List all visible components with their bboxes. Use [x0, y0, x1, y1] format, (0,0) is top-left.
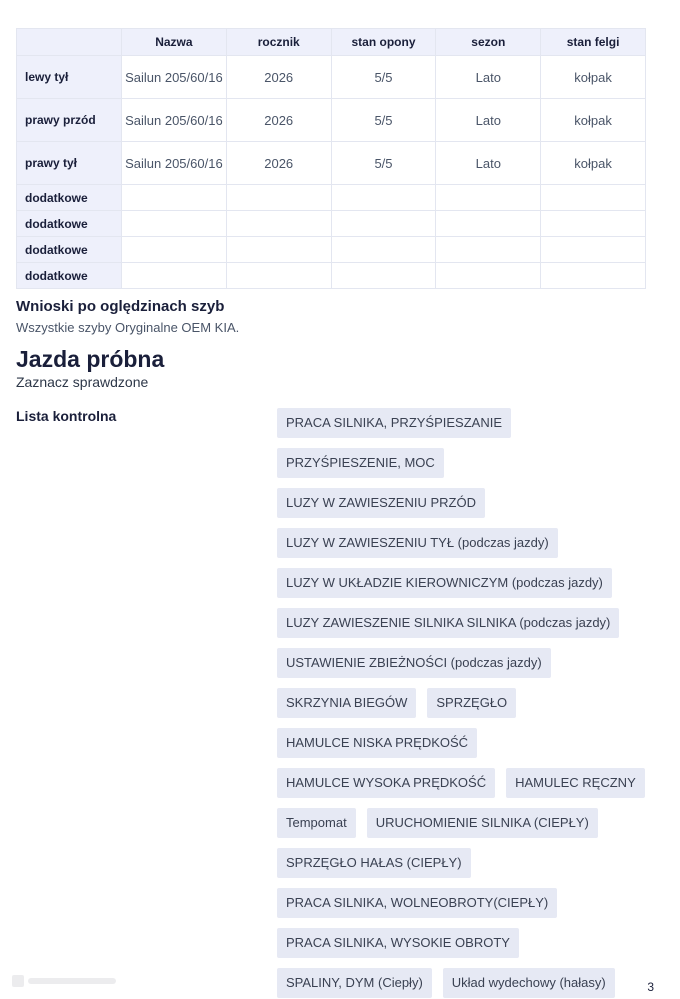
checklist-item[interactable]: PRACA SILNIKA, WYSOKIE OBROTY [277, 928, 519, 958]
tire-condition [331, 237, 436, 263]
header-corner [17, 29, 122, 56]
column-header-condition: stan opony [331, 29, 436, 56]
tire-condition [331, 185, 436, 211]
tire-position: lewy tył [17, 56, 122, 99]
checklist-item[interactable]: LUZY ZAWIESZENIE SILNIKA SILNIKA (podczas jazdy) [277, 608, 619, 638]
tire-name [122, 211, 227, 237]
test-drive-title: Jazda próbna [16, 346, 165, 372]
checklist-item[interactable]: Układ wydechowy (hałasy) [443, 968, 615, 998]
tire-season: Lato [436, 56, 541, 99]
tire-rim: kołpak [541, 142, 646, 185]
checklist-item[interactable]: SPRZĘGŁO [427, 688, 516, 718]
checklist-label: Lista kontrolna [16, 408, 117, 424]
checklist-item[interactable]: USTAWIENIE ZBIEŻNOŚCI (podczas jazdy) [277, 648, 551, 678]
checklist-item[interactable]: PRACA SILNIKA, WOLNEOBROTY(CIEPŁY) [277, 888, 557, 918]
tire-table-header [17, 29, 646, 56]
tire-condition: 5/5 [331, 142, 436, 185]
tire-season [436, 185, 541, 211]
checklist-item[interactable]: SPRZĘGŁO HAŁAS (CIEPŁY) [277, 848, 471, 878]
table-row [17, 99, 646, 142]
tire-position: dodatkowe [17, 185, 122, 211]
tire-name: Sailun 205/60/16 [122, 99, 227, 142]
table-row [17, 142, 646, 185]
checklist-item[interactable]: PRZYŚPIESZENIE, MOC [277, 448, 444, 478]
tire-condition [331, 263, 436, 289]
table-row [17, 237, 646, 263]
tire-year [226, 185, 331, 211]
tire-condition: 5/5 [331, 56, 436, 99]
checklist-item[interactable]: PRACA SILNIKA, PRZYŚPIESZANIE [277, 408, 511, 438]
tire-position: dodatkowe [17, 237, 122, 263]
table-row [17, 185, 646, 211]
checklist-item[interactable]: Tempomat [277, 808, 356, 838]
tire-name: Sailun 205/60/16 [122, 142, 227, 185]
tire-position: dodatkowe [17, 211, 122, 237]
checklist-chips [277, 408, 647, 998]
tire-season [436, 211, 541, 237]
tire-rim [541, 185, 646, 211]
checklist-item[interactable]: SKRZYNIA BIEGÓW [277, 688, 416, 718]
tire-rim: kołpak [541, 56, 646, 99]
glass-conclusion-text: Wszystkie szyby Oryginalne OEM KIA. [16, 320, 240, 335]
column-header-season: sezon [436, 29, 541, 56]
tire-year [226, 211, 331, 237]
tire-condition [331, 211, 436, 237]
checklist-item[interactable]: LUZY W ZAWIESZENIU PRZÓD [277, 488, 485, 518]
glass-section-title: Wnioski po oględzinach szyb [16, 298, 225, 315]
column-header-year: rocznik [226, 29, 331, 56]
checklist-item[interactable]: URUCHOMIENIE SILNIKA (CIEPŁY) [367, 808, 598, 838]
table-row [17, 263, 646, 289]
tire-name [122, 237, 227, 263]
tire-season [436, 263, 541, 289]
tire-rim [541, 211, 646, 237]
table-row [17, 56, 646, 99]
tire-season: Lato [436, 142, 541, 185]
tire-year [226, 237, 331, 263]
watermark-logo-icon [10, 971, 120, 991]
tire-year: 2026 [226, 99, 331, 142]
checklist-item[interactable]: LUZY W ZAWIESZENIU TYŁ (podczas jazdy) [277, 528, 558, 558]
tire-condition: 5/5 [331, 99, 436, 142]
page-number: 3 [647, 980, 654, 994]
checklist-item[interactable]: HAMULCE WYSOKA PRĘDKOŚĆ [277, 768, 495, 798]
column-header-name: Nazwa [122, 29, 227, 56]
tire-position: dodatkowe [17, 263, 122, 289]
test-drive-subtitle: Zaznacz sprawdzone [16, 374, 149, 390]
tire-rim: kołpak [541, 99, 646, 142]
tire-season [436, 237, 541, 263]
checklist-item[interactable]: LUZY W UKŁADZIE KIEROWNICZYM (podczas jazdy) [277, 568, 612, 598]
tire-year: 2026 [226, 142, 331, 185]
tire-rim [541, 237, 646, 263]
table-row [17, 211, 646, 237]
tire-position: prawy przód [17, 99, 122, 142]
tire-rim [541, 263, 646, 289]
tire-table [16, 28, 646, 289]
checklist-item[interactable]: HAMULCE NISKA PRĘDKOŚĆ [277, 728, 477, 758]
checklist-item[interactable]: HAMULEC RĘCZNY [506, 768, 645, 798]
checklist-item[interactable]: SPALINY, DYM (Ciepły) [277, 968, 432, 998]
tire-name [122, 185, 227, 211]
tire-position: prawy tył [17, 142, 122, 185]
tire-name [122, 263, 227, 289]
tire-year [226, 263, 331, 289]
tire-season: Lato [436, 99, 541, 142]
tire-year: 2026 [226, 56, 331, 99]
tire-name: Sailun 205/60/16 [122, 56, 227, 99]
column-header-rim: stan felgi [541, 29, 646, 56]
